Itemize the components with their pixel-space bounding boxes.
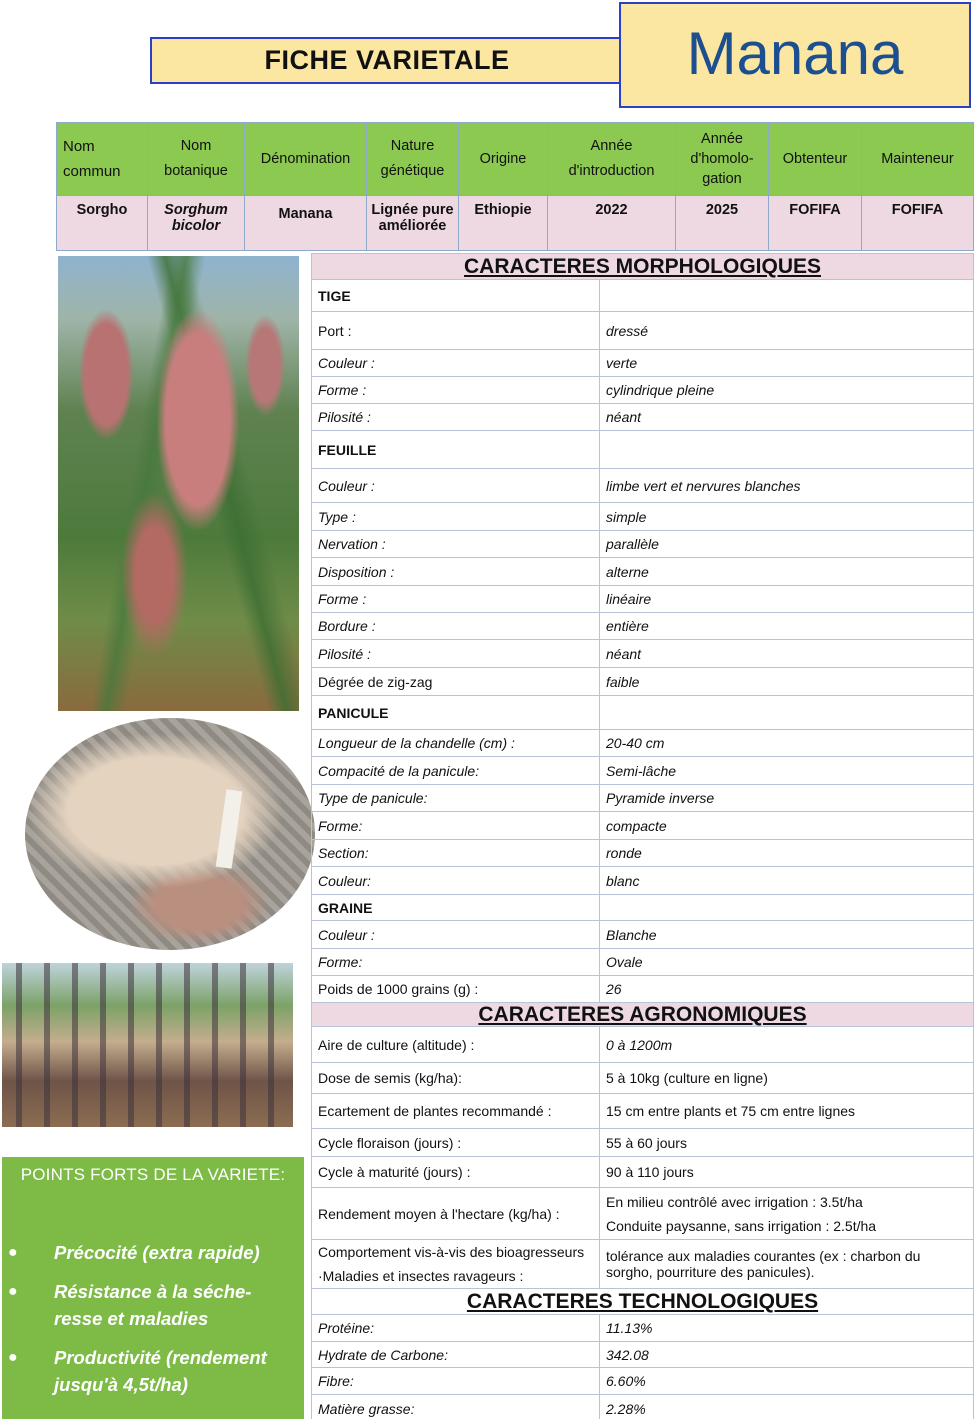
table-row: Hydrate de Carbone: 342.08 xyxy=(312,1342,974,1368)
table-row: Section: ronde xyxy=(312,840,974,867)
table-row: Pilosité : néant xyxy=(312,640,974,668)
header-nom-commun: Nom commun xyxy=(57,123,148,196)
header-nom-botanique: Nom botanique xyxy=(148,123,245,196)
header-nature-genetique: Nature génétique xyxy=(367,123,459,196)
table-row: Longueur de la chandelle (cm) : 20-40 cm xyxy=(312,730,974,757)
table-row: GRAINE xyxy=(312,895,974,921)
table-row: Cycle floraison (jours) : 55 à 60 jours xyxy=(312,1129,974,1157)
table-row: Matière grasse: 2.28% xyxy=(312,1395,974,1419)
table-row: Forme : linéaire xyxy=(312,586,974,613)
table-row: Aire de culture (altitude) : 0 à 1200m xyxy=(312,1027,974,1063)
header-mainteneur: Mainteneur xyxy=(862,123,974,196)
section-header-morphologiques: CARACTERES MORPHOLOGIQUES xyxy=(312,254,974,280)
value-origine: Ethiopie xyxy=(459,196,548,251)
table-row: Pilosité : néant xyxy=(312,404,974,431)
table-row: Ecartement de plantes recommandé : 15 cm entre plants et 75 cm entre lignes xyxy=(312,1094,974,1129)
value-nom-botanique: Sorghum bicolor xyxy=(148,196,245,251)
table-row: Nervation : parallèle xyxy=(312,531,974,558)
bullet-icon: ● xyxy=(8,1283,18,1300)
points-forts-title: POINTS FORTS DE LA VARIETE: xyxy=(20,1165,286,1184)
table-row: Couleur : verte xyxy=(312,350,974,377)
table-row: Dégrée de zig-zag faible xyxy=(312,668,974,696)
bullet-icon: ● xyxy=(8,1349,18,1366)
info-header-row xyxy=(57,123,974,196)
header-annee-introduction: Année d'introduction xyxy=(548,123,676,196)
header-annee-homologation: Année d'homolo- gation xyxy=(676,123,769,196)
list-item: ● Résistance à la séche- resse et maladies xyxy=(2,1278,304,1332)
info-value-row xyxy=(57,196,974,251)
table-row: Forme: compacte xyxy=(312,812,974,840)
table-row: Type : simple xyxy=(312,503,974,531)
value-annee-homologation: 2025 xyxy=(676,196,769,251)
list-item: ● Précocité (extra rapide) xyxy=(2,1239,304,1266)
table-row: Protéine: 11.13% xyxy=(312,1315,974,1342)
table-row: Disposition : alterne xyxy=(312,558,974,586)
table-row: PANICULE xyxy=(312,696,974,730)
value-obtenteur: FOFIFA xyxy=(769,196,862,251)
table-row: Comportement vis-à-vis des bioagresseurs ·Maladies et insectes ravageurs : tolérance aux maladies courantes (ex : charbon du sorgho, pourriture des panicules). xyxy=(312,1240,974,1289)
points-forts-box xyxy=(2,1157,304,1419)
bullet-icon: ● xyxy=(8,1244,18,1261)
table-row: Bordure : entière xyxy=(312,613,974,640)
table-row: Forme: Ovale xyxy=(312,949,974,976)
table-row: Fibre: 6.60% xyxy=(312,1368,974,1395)
section-header-technologiques: CARACTERES TECHNOLOGIQUES xyxy=(312,1289,974,1315)
table-row: TIGE xyxy=(312,280,974,312)
variety-name: Manana xyxy=(619,2,971,108)
table-row: Port : dressé xyxy=(312,312,974,350)
table-row: Forme : cylindrique pleine xyxy=(312,377,974,404)
table-row: FEUILLE xyxy=(312,431,974,469)
table-row: Poids de 1000 grains (g) : 26 xyxy=(312,976,974,1003)
farmers-group-photo xyxy=(2,963,293,1127)
table-row: Cycle à maturité (jours) : 90 à 110 jours xyxy=(312,1157,974,1188)
variety-info-table xyxy=(56,122,974,251)
header-obtenteur: Obtenteur xyxy=(769,123,862,196)
table-row: Couleur : limbe vert et nervures blanches xyxy=(312,469,974,503)
header-denomination: Dénomination xyxy=(245,123,367,196)
sorghum-grain-photo xyxy=(25,718,315,950)
value-mainteneur: FOFIFA xyxy=(862,196,974,251)
points-forts-list xyxy=(2,1239,304,1410)
value-annee-introduction: 2022 xyxy=(548,196,676,251)
value-nature-genetique: Lignée pure améliorée xyxy=(367,196,459,251)
table-row: Type de panicule: Pyramide inverse xyxy=(312,785,974,812)
sorghum-plant-photo xyxy=(58,256,299,711)
table-row: Couleur : Blanche xyxy=(312,921,974,949)
list-item: ● Productivité (rendement jusqu'à 4,5t/ha) xyxy=(2,1344,304,1398)
section-header-agronomiques: CARACTERES AGRONOMIQUES xyxy=(312,1003,974,1027)
label-tag xyxy=(216,789,243,868)
value-denomination: Manana xyxy=(245,196,367,251)
table-row: Dose de semis (kg/ha): 5 à 10kg (culture en ligne) xyxy=(312,1063,974,1094)
table-row: Rendement moyen à l'hectare (kg/ha) : En milieu contrôlé avec irrigation : 3.5t/ha Conduite paysanne, sans irrigation : 2.5t/ha xyxy=(312,1188,974,1240)
table-row: Couleur: blanc xyxy=(312,867,974,895)
table-row: Compacité de la panicule: Semi-lâche xyxy=(312,757,974,785)
header-origine: Origine xyxy=(459,123,548,196)
value-nom-commun: Sorgho xyxy=(57,196,148,251)
characteristics-table xyxy=(311,253,974,1419)
fiche-title: FICHE VARIETALE xyxy=(150,37,624,84)
